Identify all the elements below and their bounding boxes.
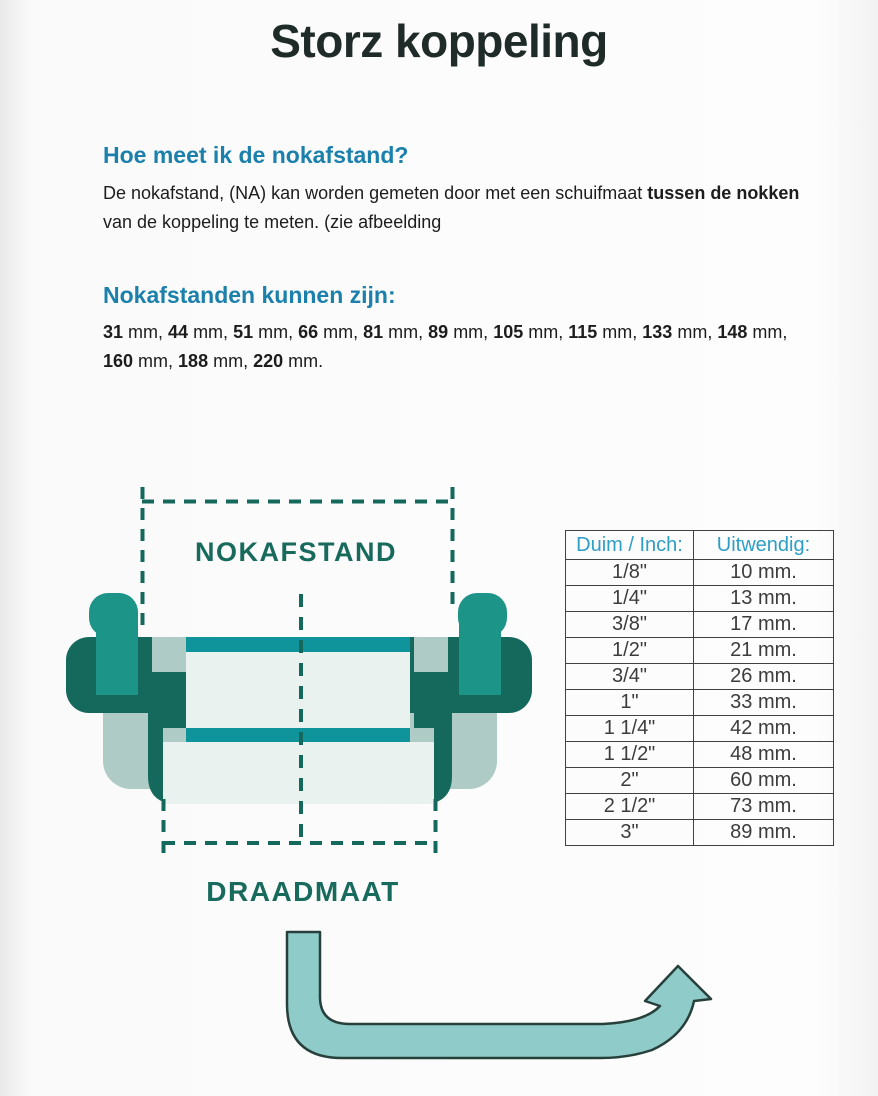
table-cell: 1/8"	[566, 560, 694, 586]
table-cell: 33 mm.	[694, 690, 834, 716]
heading-sizes: Nokafstanden kunnen zijn:	[103, 282, 396, 308]
coupling-upper-cylinder	[186, 650, 410, 728]
heading-how-to-measure: Hoe meet ik de nokafstand?	[103, 142, 409, 168]
size-value: 133	[642, 322, 673, 342]
table-row	[566, 820, 834, 846]
draadmaat-label: DRAADMAAT	[206, 876, 400, 907]
size-value: 89	[428, 322, 449, 342]
table-header-row	[566, 531, 834, 560]
size-unit: mm,	[383, 322, 429, 342]
table-row	[566, 742, 834, 768]
table-cell: 1 1/2"	[566, 742, 694, 768]
measure-arrow-shape	[287, 932, 711, 1058]
size-unit: mm,	[123, 322, 169, 342]
size-unit: mm,	[672, 322, 718, 342]
table-cell: 1/4"	[566, 586, 694, 612]
lug-right-stem	[459, 618, 501, 695]
size-value: 188	[178, 351, 209, 371]
size-value: 66	[298, 322, 319, 342]
intro-paragraph	[103, 179, 803, 237]
table-cell: 42 mm.	[694, 716, 834, 742]
table-cell: 2 1/2"	[566, 794, 694, 820]
table-cell: 1/2"	[566, 638, 694, 664]
coupling-lug-right	[458, 593, 507, 695]
table-row	[566, 638, 834, 664]
size-unit: mm.	[283, 351, 324, 371]
size-value: 44	[168, 322, 189, 342]
intro-text-segment: van de koppeling te meten. (zie afbeelding	[103, 212, 442, 232]
table-cell: 21 mm.	[694, 638, 834, 664]
table-header-inch: Duim / Inch:	[566, 531, 694, 560]
coupling-top-stripe	[186, 637, 410, 652]
table-cell: 89 mm.	[694, 820, 834, 846]
table-cell: 73 mm.	[694, 794, 834, 820]
table-cell: 1 1/4"	[566, 716, 694, 742]
size-unit: mm,	[523, 322, 569, 342]
nokafstand-label: NOKAFSTAND	[195, 537, 397, 567]
size-unit: mm,	[253, 322, 299, 342]
table-row	[566, 560, 834, 586]
table-cell: 3"	[566, 820, 694, 846]
table-cell: 10 mm.	[694, 560, 834, 586]
sizes-list	[103, 318, 798, 376]
size-value: 81	[363, 322, 384, 342]
table-row	[566, 690, 834, 716]
size-unit: mm,	[747, 322, 788, 342]
lug-left-stem	[96, 618, 138, 695]
size-value: 105	[493, 322, 524, 342]
coupling-thread-cylinder	[163, 742, 434, 804]
size-unit: mm,	[188, 322, 234, 342]
size-unit: mm,	[597, 322, 643, 342]
measure-arrow	[250, 915, 730, 1085]
table-cell: 17 mm.	[694, 612, 834, 638]
intro-text-segment: De nokafstand, (NA) kan worden gemeten door met een schuifmaat	[103, 183, 648, 203]
table-cell: 3/8"	[566, 612, 694, 638]
table-cell: 60 mm.	[694, 768, 834, 794]
size-value: 148	[717, 322, 748, 342]
table-cell: 3/4"	[566, 664, 694, 690]
coupling-diagram	[40, 470, 560, 930]
table-cell: 13 mm.	[694, 586, 834, 612]
coupling-shoulder-left	[163, 728, 186, 742]
table-cell: 1"	[566, 690, 694, 716]
size-value: 160	[103, 351, 134, 371]
table-row	[566, 768, 834, 794]
table-cell: 2"	[566, 768, 694, 794]
page-title: Storz koppeling	[270, 15, 608, 67]
size-value: 51	[233, 322, 254, 342]
size-unit: mm,	[448, 322, 494, 342]
size-unit: mm,	[133, 351, 179, 371]
size-value: 31	[103, 322, 124, 342]
table-header-outer: Uitwendig:	[694, 531, 834, 560]
table-row	[566, 586, 834, 612]
coupling-shoulder-right	[410, 728, 434, 742]
size-value: 220	[253, 351, 284, 371]
table-cell: 48 mm.	[694, 742, 834, 768]
table-cell: 26 mm.	[694, 664, 834, 690]
table-row	[566, 716, 834, 742]
coupling-lug-left	[89, 593, 138, 695]
intro-text-segment: tussen de nokken	[647, 183, 800, 203]
size-value: 115	[568, 322, 598, 342]
size-unit: mm,	[318, 322, 364, 342]
coupling-shell-gap-right	[414, 637, 448, 673]
dimension-table	[565, 530, 834, 846]
table-row	[566, 612, 834, 638]
table-row	[566, 664, 834, 690]
coupling-shell-gap-left	[152, 637, 186, 673]
table-row	[566, 794, 834, 820]
size-unit: mm,	[208, 351, 254, 371]
coupling-mid-stripe	[186, 728, 410, 742]
